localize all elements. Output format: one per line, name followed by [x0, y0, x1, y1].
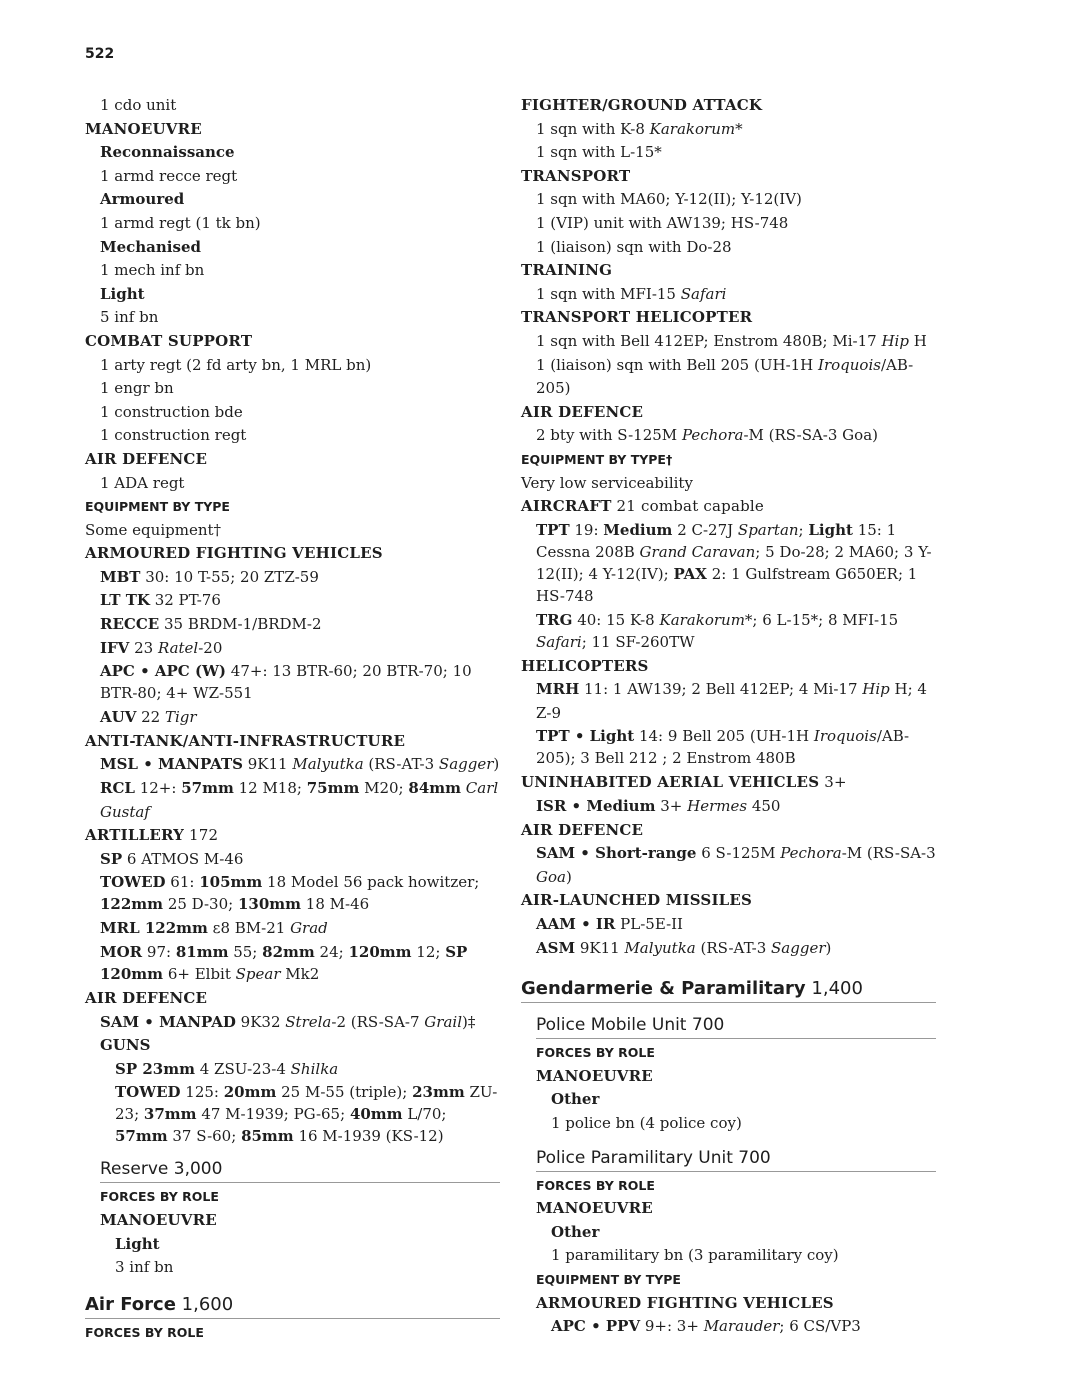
section-heading: MANOEUVRE [100, 1210, 217, 1229]
section-heading: AIR DEFENCE [85, 989, 208, 1007]
unit-line: 1 arty regt (2 fd arty bn, 1 MRL bn) [100, 355, 372, 374]
unit-line: 1 construction bde [100, 402, 243, 421]
unit-line: 1 cdo unit [100, 96, 177, 114]
equipment-heading: FORCES BY ROLE [536, 1045, 655, 1061]
section-heading: TRANSPORT [521, 166, 631, 185]
subheading: Other [551, 1222, 600, 1241]
section-heading: MANOEUVRE [536, 1199, 653, 1218]
equipment-line: TOWED 125: 20mm 25 M-55 (triple); 23mm ZU-23; 37mm 47 M-1939; PG-65; 40mm L/70; 57mm 37 S-60; 85mm 16 M-1939 (KS-12) [115, 1083, 498, 1146]
section-heading: TRAINING [521, 261, 613, 280]
subheading: Light [115, 1234, 160, 1253]
equipment-heading: FORCES BY ROLE [100, 1189, 219, 1205]
subheading: Mechanised [100, 237, 201, 256]
unit-line: 1 sqn with K-8 Karakorum* [536, 119, 743, 138]
equipment-line: SP 23mm 4 ZSU-23-4 Shilka [115, 1059, 339, 1078]
equipment-line: AUV 22 Tigr [100, 708, 197, 727]
equipment-line: TPT • Light 14: 9 Bell 205 (UH-1H Iroquois/AB-205); 3 Bell 212 ; 2 Enstrom 480B [536, 727, 910, 768]
unit-line: 1 police bn (4 police coy) [551, 1114, 742, 1132]
unit-line: 1 sqn with Bell 412EP; Enstrom 480B; Mi-17 Hip H [536, 331, 927, 350]
section-heading: MANOEUVRE [536, 1066, 653, 1085]
equipment-line: IFV 23 Ratel-20 [100, 638, 223, 657]
section-heading: AIR DEFENCE [521, 820, 644, 839]
subheading: Armoured [100, 190, 185, 209]
section-heading: ARMOURED FIGHTING VEHICLES [536, 1293, 834, 1312]
unit-line: 1 engr bn [100, 379, 174, 398]
equipment-line: TPT 19: Medium 2 C-27J Spartan; Light 15: 1 Cessna 208B Grand Caravan; 5 Do-28; 2 MA60; 3 Y-12(II); 4 Y-12(IV); PAX 2: 1 Gulfstream G650ER; 1 HS-748 [536, 520, 932, 605]
unit-line: 5 inf bn [100, 308, 159, 327]
section-heading: COMBAT SUPPORT [85, 331, 253, 350]
equipment-line: RCL 12+: 57mm 12 M18; 75mm M20; 84mm Carl Gustaf [100, 779, 499, 821]
subheading: Light [100, 284, 145, 303]
section-heading: AIRCRAFT 21 combat capable [521, 497, 764, 516]
subheading: GUNS [100, 1036, 151, 1055]
equipment-line: APC • PPV 9+: 3+ Marauder; 6 CS/VP3 [551, 1317, 861, 1336]
unit-line: 1 paramilitary bn (3 paramilitary coy) [551, 1246, 839, 1265]
section-heading: HELICOPTERS [521, 656, 649, 675]
unit-line: 2 bty with S-125M Pechora-M (RS-SA-3 Goa) [536, 426, 878, 445]
left-column [85, 94, 500, 1344]
subheading: Reconnaissance [100, 143, 235, 162]
unit-line: 1 armd regt (1 tk bn) [100, 213, 261, 232]
equipment-line: MSL • MANPATS 9K11 Malyutka (RS-AT-3 Sagger) [100, 755, 500, 774]
police-mobile-heading: Police Mobile Unit 700 [536, 1013, 936, 1039]
police-paramilitary-heading: Police Paramilitary Unit 700 [536, 1146, 936, 1172]
section-heading: ARMOURED FIGHTING VEHICLES [85, 544, 383, 563]
equipment-heading: EQUIPMENT BY TYPE [85, 499, 230, 515]
section-heading: FIGHTER/GROUND ATTACK [521, 96, 763, 114]
reserve-heading: Reserve 3,000 [100, 1157, 500, 1183]
equipment-line: SAM • Short-range 6 S-125M Pechora-M (RS-SA-3 Goa) [536, 844, 936, 886]
note-line: Some equipment† [85, 520, 222, 539]
equipment-line: MRH 11: 1 AW139; 2 Bell 412EP; 4 Mi-17 Hip H; 4 Z-9 [536, 680, 927, 722]
unit-line: 1 armd recce regt [100, 166, 238, 185]
equipment-line: TOWED 61: 105mm 18 Model 56 pack howitzer; 122mm 25 D-30; 130mm 18 M-46 [100, 873, 480, 914]
equipment-heading: FORCES BY ROLE [536, 1177, 655, 1193]
unit-line: 1 (VIP) unit with AW139; HS-748 [536, 213, 789, 232]
section-heading: AIR DEFENCE [85, 449, 208, 468]
equipment-line: SAM • MANPAD 9K32 Strela-2 (RS-SA-7 Grail)‡ [100, 1012, 476, 1031]
unit-line: 1 ADA regt [100, 473, 185, 492]
unit-line: 1 mech inf bn [100, 261, 205, 280]
unit-line: 1 construction regt [100, 426, 247, 445]
section-heading: TRANSPORT HELICOPTER [521, 308, 753, 327]
page-number: 522 [85, 46, 115, 62]
unit-line: 1 sqn with MA60; Y-12(II); Y-12(IV) [536, 190, 802, 209]
section-heading: ANTI-TANK/ANTI-INFRASTRUCTURE [85, 731, 406, 750]
equipment-line: MRL 122mm ε8 BM-21 Grad [100, 919, 328, 938]
equipment-line: ISR • Medium 3+ Hermes 450 [536, 797, 781, 816]
note-line: Very low serviceability [521, 473, 693, 492]
equipment-line: ASM 9K11 Malyutka (RS-AT-3 Sagger) [536, 938, 832, 957]
right-column [521, 94, 936, 1339]
section-heading: MANOEUVRE [85, 119, 202, 138]
air-force-heading: Air Force 1,600 [85, 1292, 500, 1319]
unit-line: 1 (liaison) sqn with Bell 205 (UH-1H Iroquois/AB-205) [536, 355, 914, 398]
equipment-heading: EQUIPMENT BY TYPE [536, 1271, 681, 1287]
equipment-line: APC • APC (W) 47+: 13 BTR-60; 20 BTR-70; 10 BTR-80; 4+ WZ-551 [100, 662, 472, 703]
section-heading: ARTILLERY 172 [85, 826, 219, 845]
equipment-heading: FORCES BY ROLE [85, 1324, 204, 1340]
equipment-line: AAM • IR PL-5E-II [536, 915, 683, 934]
equipment-line: MBT 30: 10 T-55; 20 ZTZ-59 [100, 567, 319, 586]
unit-line: 1 sqn with MFI-15 Safari [536, 284, 727, 303]
equipment-heading: EQUIPMENT BY TYPE† [521, 451, 673, 467]
equipment-line: SP 6 ATMOS M-46 [100, 849, 244, 868]
equipment-line: TRG 40: 15 K-8 Karakorum*; 6 L-15*; 8 MFI-15 Safari; 11 SF-260TW [536, 610, 899, 651]
gendarmerie-heading: Gendarmerie & Paramilitary 1,400 [521, 976, 936, 1003]
unit-line: 1 sqn with L-15* [536, 143, 662, 162]
equipment-line: RECCE 35 BRDM-1/BRDM-2 [100, 615, 322, 634]
subheading: Other [551, 1090, 600, 1109]
equipment-line: LT TK 32 PT-76 [100, 591, 221, 610]
section-heading: AIR-LAUNCHED MISSILES [521, 891, 753, 910]
equipment-line: MOR 97: 81mm 55; 82mm 24; 120mm 12; SP 120mm 6+ Elbit Spear Mk2 [100, 943, 468, 983]
unit-line: 1 (liaison) sqn with Do-28 [536, 237, 732, 256]
section-heading: AIR DEFENCE [521, 402, 644, 421]
unit-line: 3 inf bn [115, 1258, 174, 1277]
section-heading: UNINHABITED AERIAL VEHICLES 3+ [521, 773, 847, 792]
